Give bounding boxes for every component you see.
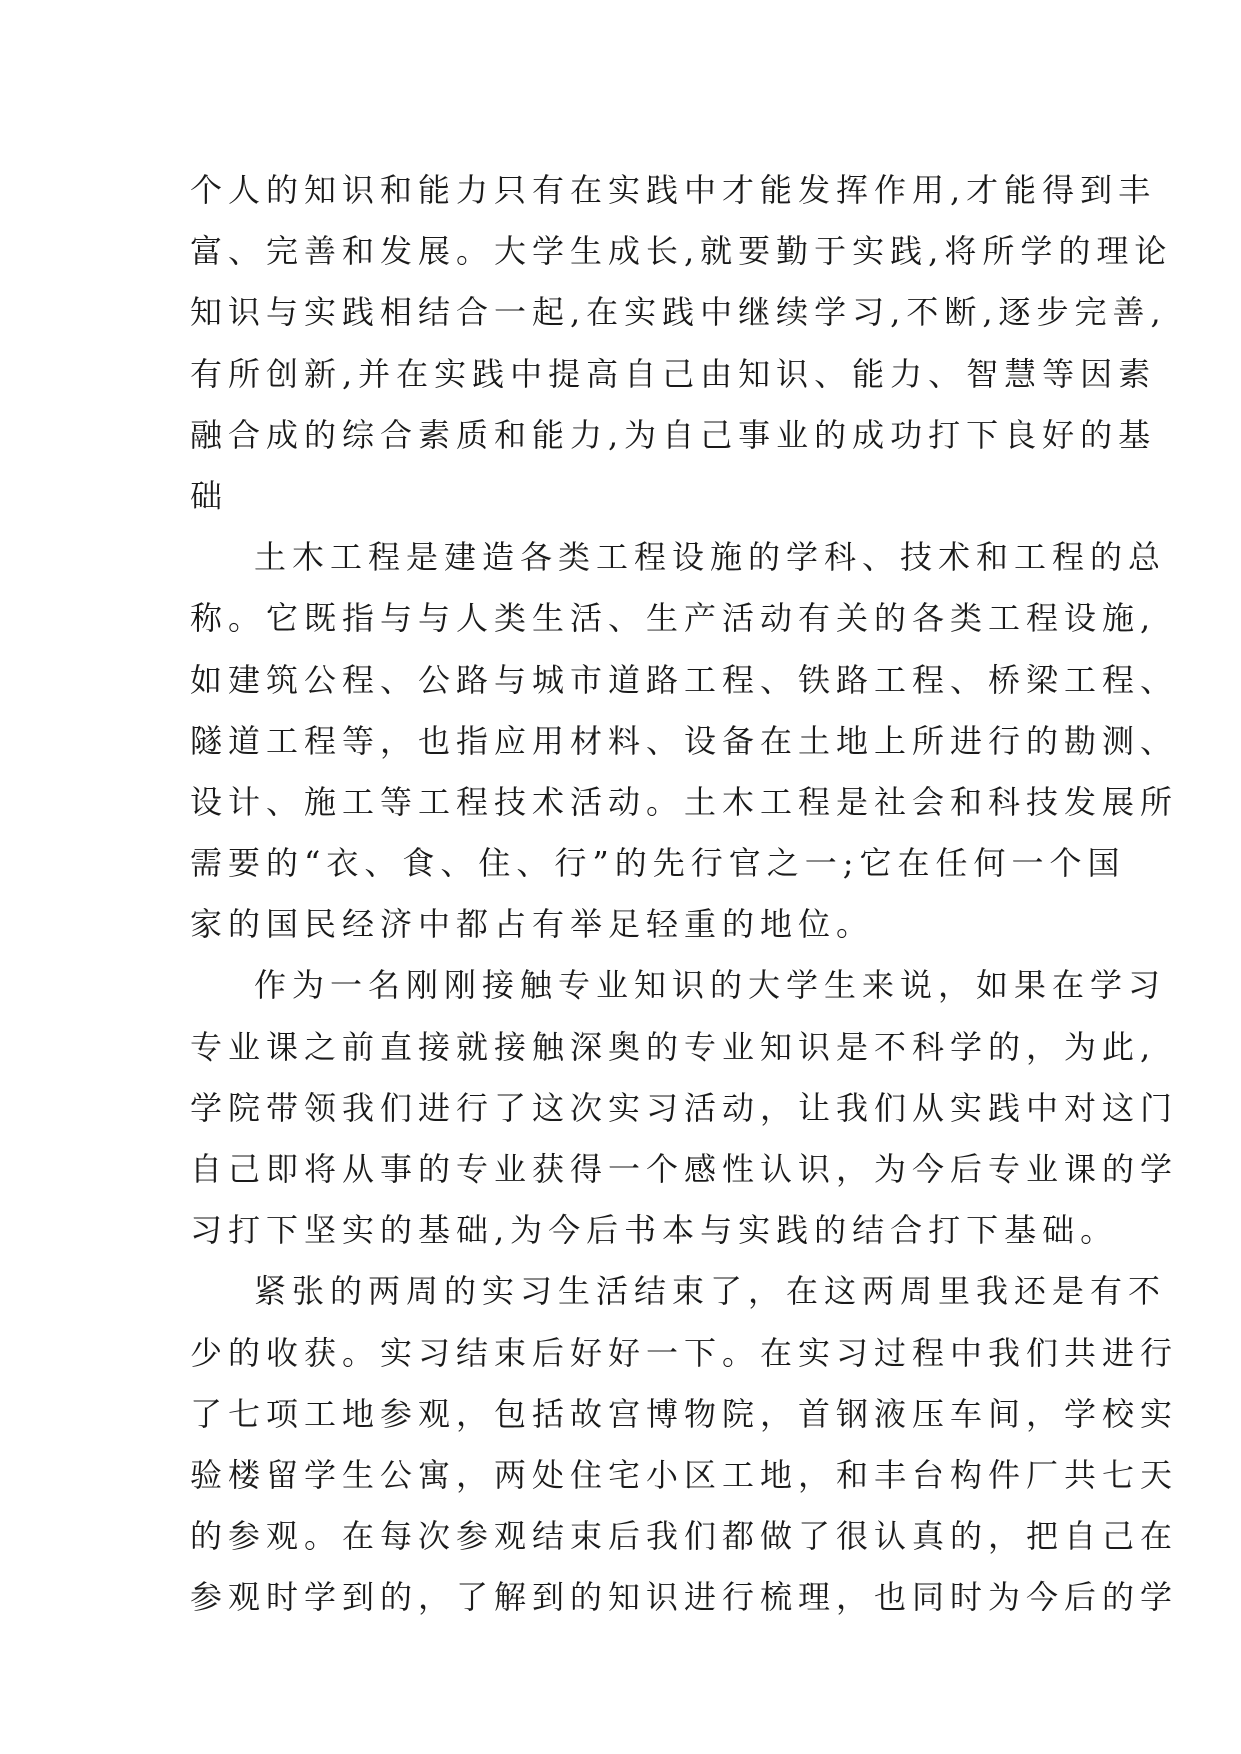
- text-line: 验楼留学生公寓，两处住宅小区工地，和丰台构件厂共七天: [190, 1455, 1179, 1494]
- text-line: 少的收获。实习结束后好好一下。在实习过程中我们共进行: [190, 1333, 1179, 1372]
- text-line: 础: [190, 476, 229, 515]
- text-line: 专业课之前直接就接触深奥的专业知识是不科学的，为此,: [190, 1027, 1157, 1066]
- text-line: 如建筑公程、公路与城市道路工程、铁路工程、桥梁工程、: [190, 660, 1179, 699]
- text-line: 个人的知识和能力只有在实践中才能发挥作用,才能得到丰: [190, 171, 1157, 209]
- text-line: 的参观。在每次参观结束后我们都做了很认真的，把自己在: [190, 1517, 1179, 1556]
- text-line: 家的国民经济中都占有举足轻重的地位。: [190, 905, 875, 944]
- text-line: 富、完善和发展。大学生成长,就要勤于实践,将所学的理论: [190, 232, 1173, 271]
- text-line: 紧张的两周的实习生活结束了，在这两周里我还是有不: [254, 1272, 1167, 1311]
- text-line: 需要的“衣、食、住、行”的先行官之一;它在任何一个国: [190, 844, 1126, 883]
- text-line: 隧道工程等，也指应用材料、设备在土地上所进行的勘测、: [190, 721, 1179, 760]
- text-line: 有所创新,并在实践中提高自己由知识、能力、智慧等因素: [190, 354, 1157, 393]
- text-line: 作为一名刚刚接触专业知识的大学生来说，如果在学习: [254, 966, 1167, 1005]
- text-line: 自己即将从事的专业获得一个感性认识，为今后专业课的学: [190, 1150, 1179, 1188]
- text-line: 了七项工地参观，包括故宫博物院，首钢液压车间，学校实: [190, 1394, 1179, 1433]
- text-line: 设计、施工等工程技术活动。土木工程是社会和科技发展所: [190, 782, 1179, 821]
- text-line: 知识与实践相结合一起,在实践中继续学习,不断,逐步完善,: [190, 293, 1167, 332]
- text-line: 融合成的综合素质和能力,为自己事业的成功打下良好的基: [190, 415, 1157, 454]
- document-body: [190, 160, 1179, 1629]
- text-line: 参观时学到的，了解到的知识进行梳理，也同时为今后的学: [190, 1578, 1179, 1617]
- text-line: 称。它既指与与人类生活、生产活动有关的各类工程设施,: [190, 599, 1157, 638]
- text-line: 习打下坚实的基础,为今后书本与实践的结合打下基础。: [190, 1211, 1119, 1250]
- text-line: 土木工程是建造各类工程设施的学科、技术和工程的总: [254, 538, 1167, 577]
- text-line: 学院带领我们进行了这次实习活动，让我们从实践中对这门: [190, 1088, 1179, 1127]
